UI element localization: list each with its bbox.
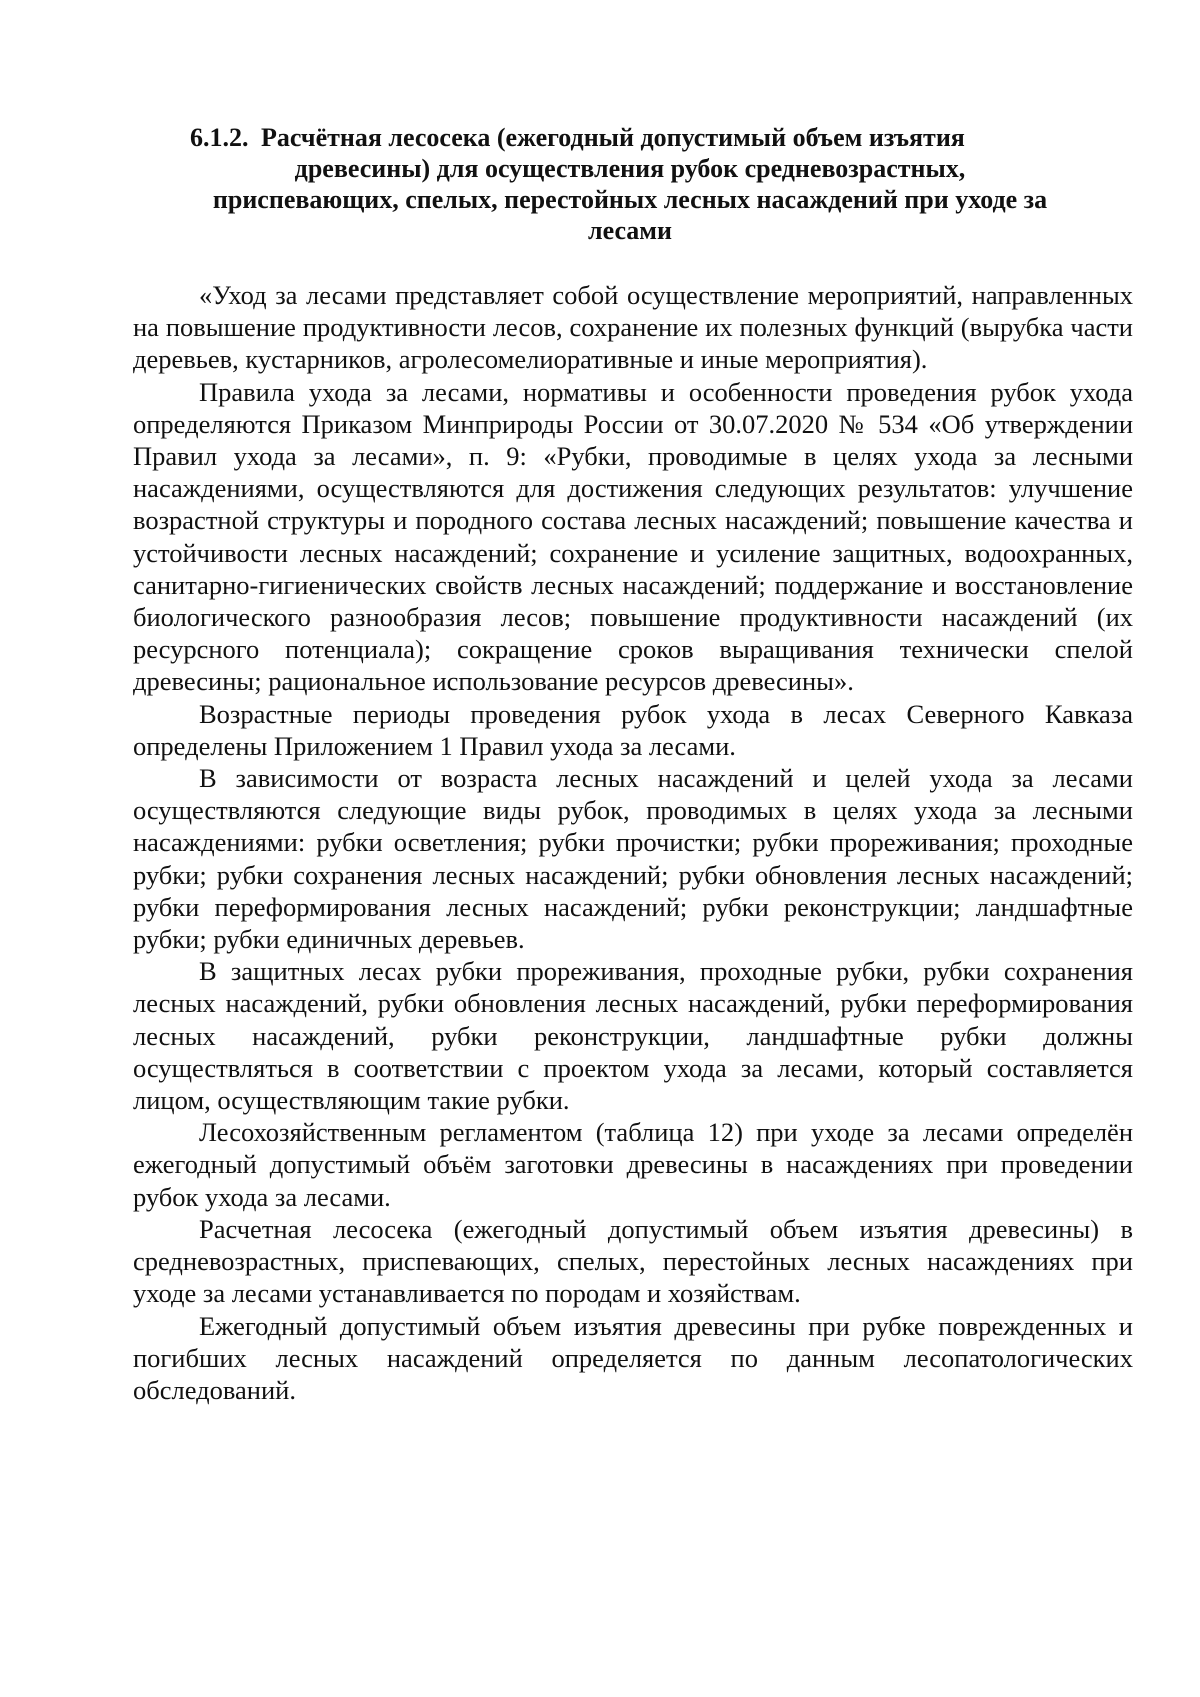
body-text xyxy=(133,279,1133,1406)
paragraph-protective-forests: В защитных лесах рубки прореживания, проходные рубки, рубки сохранения лесных насаждений, рубки обновления лесных насаждений, рубки переформирования лесных насаждений, рубки реконструкции, ландшафтные рубки должны осуществляться в соответствии с проектом ухода за лесами, который составляется лицом, осуществляющим такие рубки. xyxy=(133,956,1133,1116)
heading-line-1 xyxy=(190,122,1070,153)
paragraph-damaged-stands: Ежегодный допустимый объем изъятия древесины при рубке поврежденных и погибших лесных насаждений определяется по данным лесопатологических обследований. xyxy=(133,1310,1133,1405)
paragraph-age-periods: Возрастные периоды проведения рубок ухода в лесах Северного Кавказа определены Приложением 1 Правил ухода за лесами. xyxy=(133,698,1133,761)
paragraph-cutting-types: В зависимости от возраста лесных насаждений и целей ухода за лесами осуществляются следующие виды рубок, проводимых в целях ухода за лесными насаждениями: рубки осветления; рубки прочистки; рубки прореживания; проходные рубки; рубки сохранения лесных насаждений; рубки обновления лесных насаждений; рубки переформирования лесных насаждений; рубки реконструкции; ландшафтные рубки; рубки единичных деревьев. xyxy=(133,763,1133,955)
heading-line-2: древесины) для осуществления рубок средневозрастных, xyxy=(294,154,966,183)
section-number: 6.1.2. xyxy=(190,123,249,152)
paragraph-forest-care-definition: «Уход за лесами представляет собой осуществление мероприятий, направленных на повышение продуктивности лесов, сохранение их полезных функций (вырубка части деревьев, кустарников, агролесомелиоративные и иные мероприятия). xyxy=(133,280,1133,375)
paragraph-care-rules: Правила ухода за лесами, нормативы и особенности проведения рубок ухода определяются Приказом Минприроды России от 30.07.2020 № 534 «Об утверждении Правил ухода за лесами», п. 9: «Рубки, проводимые в целях ухода за лесными насаждениями, осуществляются для достижения следующих результатов: улучшение возрастной структуры и породного состава лесных насаждений; повышение качества и устойчивости лесных насаждений; сохранение и усиление защитных, водоохранных, санитарно-гигиенических свойств лесных насаждений; поддержание и восстановление биологического разнообразия лесов; повышение продуктивности насаждений (их ресурсного потенциала); сокращение сроков выращивания технически спелой древесины; рациональное использование ресурсов древесины». xyxy=(133,376,1133,697)
section-heading xyxy=(190,122,1070,246)
heading-line-3: приспевающих, спелых, перестойных лесных насаждений при уходе за xyxy=(212,185,1048,214)
paragraph-regulation: Лесохозяйственным регламентом (таблица 12) при уходе за лесами определён ежегодный допустимый объём заготовки древесины в насаждениях при проведении рубок ухода за лесами. xyxy=(133,1117,1133,1212)
heading-text-1: Расчётная лесосека (ежегодный допустимый объем изъятия xyxy=(261,123,965,152)
paragraph-allowable-cut: Расчетная лесосека (ежегодный допустимый объем изъятия древесины) в средневозрастных, приспевающих, спелых, перестойных лесных насаждениях при уходе за лесами устанавливается по породам и хозяйствам. xyxy=(133,1213,1133,1309)
heading-line-4: лесами xyxy=(588,216,672,245)
